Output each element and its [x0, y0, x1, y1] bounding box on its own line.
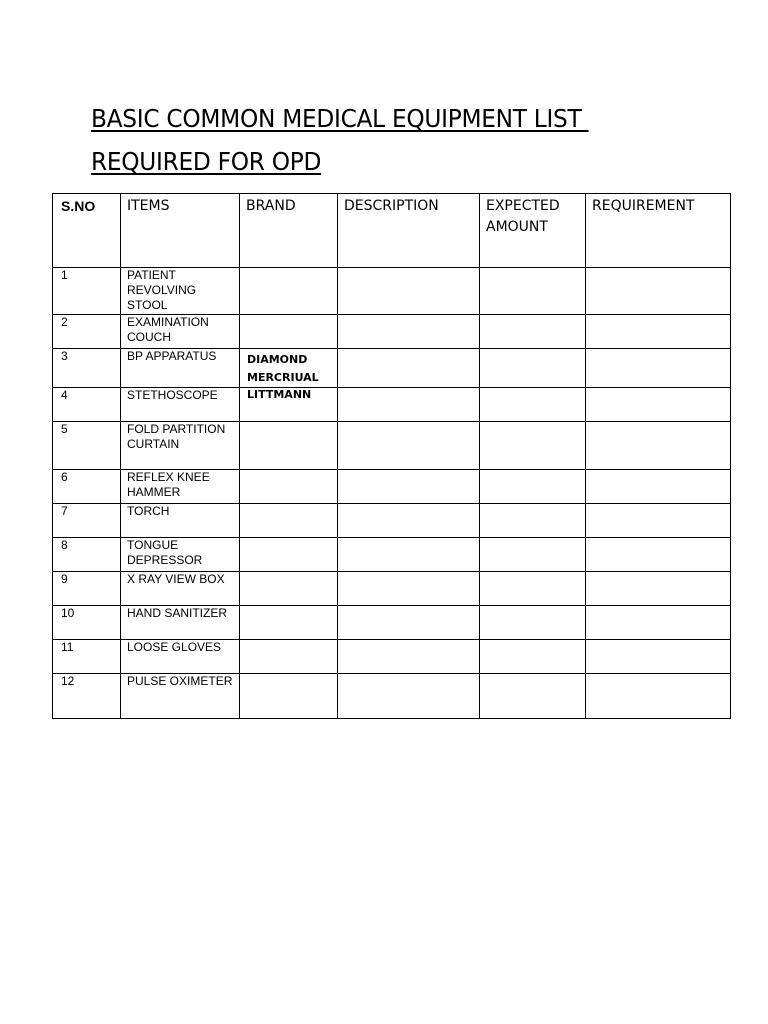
- cell-expected-amount: [480, 606, 586, 640]
- cell-requirement: [586, 606, 731, 640]
- cell-brand: [240, 538, 338, 572]
- cell-sno: 6: [53, 470, 121, 504]
- cell-sno: 10: [53, 606, 121, 640]
- header-expected-amount: EXPECTED AMOUNT: [480, 194, 586, 268]
- cell-sno: 2: [53, 315, 121, 349]
- cell-brand: LITTMANN: [240, 388, 338, 422]
- cell-requirement: [586, 349, 731, 388]
- cell-expected-amount: [480, 674, 586, 719]
- table-row: [53, 470, 731, 504]
- cell-description: [338, 315, 480, 349]
- cell-item: EXAMINATION COUCH: [121, 315, 240, 349]
- table-row: [53, 640, 731, 674]
- table-row: [53, 388, 731, 422]
- cell-brand: [240, 315, 338, 349]
- cell-requirement: [586, 640, 731, 674]
- cell-item: STETHOSCOPE: [121, 388, 240, 422]
- cell-description: [338, 504, 480, 538]
- table-header-row: [53, 194, 731, 268]
- header-sno: S.NO: [53, 194, 121, 268]
- cell-sno: 9: [53, 572, 121, 606]
- cell-requirement: [586, 268, 731, 315]
- cell-description: [338, 640, 480, 674]
- cell-item: BP APPARATUS: [121, 349, 240, 388]
- cell-description: [338, 470, 480, 504]
- cell-brand: DIAMOND MERCRIUAL: [240, 349, 338, 388]
- cell-item: TONGUE DEPRESSOR: [121, 538, 240, 572]
- table-row: [53, 538, 731, 572]
- table-row: [53, 674, 731, 719]
- cell-expected-amount: [480, 640, 586, 674]
- cell-requirement: [586, 470, 731, 504]
- title-line-1: BASIC COMMON MEDICAL EQUIPMENT LIST: [91, 104, 589, 133]
- cell-item: LOOSE GLOVES: [121, 640, 240, 674]
- cell-description: [338, 674, 480, 719]
- table-row: [53, 606, 731, 640]
- cell-item: TORCH: [121, 504, 240, 538]
- equipment-table: [52, 193, 731, 719]
- cell-item: REFLEX KNEE HAMMER: [121, 470, 240, 504]
- table-row: [53, 315, 731, 349]
- table-row: [53, 268, 731, 315]
- cell-description: [338, 538, 480, 572]
- title-line-2: REQUIRED FOR OPD: [91, 147, 322, 176]
- cell-brand: [240, 470, 338, 504]
- cell-brand: [240, 422, 338, 470]
- cell-item: PULSE OXIMETER: [121, 674, 240, 719]
- cell-description: [338, 388, 480, 422]
- cell-description: [338, 572, 480, 606]
- table-row: [53, 572, 731, 606]
- cell-requirement: [586, 504, 731, 538]
- header-items: ITEMS: [121, 194, 240, 268]
- cell-sno: 1: [53, 268, 121, 315]
- cell-expected-amount: [480, 315, 586, 349]
- cell-sno: 7: [53, 504, 121, 538]
- table-row: [53, 349, 731, 388]
- cell-brand: [240, 268, 338, 315]
- cell-expected-amount: [480, 470, 586, 504]
- cell-expected-amount: [480, 349, 586, 388]
- cell-item: HAND SANITIZER: [121, 606, 240, 640]
- cell-brand: [240, 674, 338, 719]
- cell-expected-amount: [480, 422, 586, 470]
- cell-sno: 11: [53, 640, 121, 674]
- cell-requirement: [586, 422, 731, 470]
- cell-requirement: [586, 674, 731, 719]
- cell-requirement: [586, 315, 731, 349]
- cell-brand: [240, 504, 338, 538]
- cell-description: [338, 422, 480, 470]
- cell-description: [338, 349, 480, 388]
- cell-expected-amount: [480, 572, 586, 606]
- cell-brand: [240, 572, 338, 606]
- cell-description: [338, 606, 480, 640]
- cell-expected-amount: [480, 504, 586, 538]
- cell-description: [338, 268, 480, 315]
- cell-item: FOLD PARTITION CURTAIN: [121, 422, 240, 470]
- document-title: [91, 97, 589, 183]
- cell-item: X RAY VIEW BOX: [121, 572, 240, 606]
- cell-sno: 4: [53, 388, 121, 422]
- cell-expected-amount: [480, 268, 586, 315]
- cell-sno: 12: [53, 674, 121, 719]
- cell-sno: 8: [53, 538, 121, 572]
- table-row: [53, 422, 731, 470]
- header-description: DESCRIPTION: [338, 194, 480, 268]
- cell-requirement: [586, 572, 731, 606]
- cell-expected-amount: [480, 388, 586, 422]
- cell-sno: 5: [53, 422, 121, 470]
- cell-sno: 3: [53, 349, 121, 388]
- cell-expected-amount: [480, 538, 586, 572]
- header-brand: BRAND: [240, 194, 338, 268]
- cell-requirement: [586, 388, 731, 422]
- table-row: [53, 504, 731, 538]
- cell-requirement: [586, 538, 731, 572]
- cell-brand: [240, 606, 338, 640]
- cell-brand: [240, 640, 338, 674]
- header-requirement: REQUIREMENT: [586, 194, 731, 268]
- cell-item: PATIENT REVOLVING STOOL: [121, 268, 240, 315]
